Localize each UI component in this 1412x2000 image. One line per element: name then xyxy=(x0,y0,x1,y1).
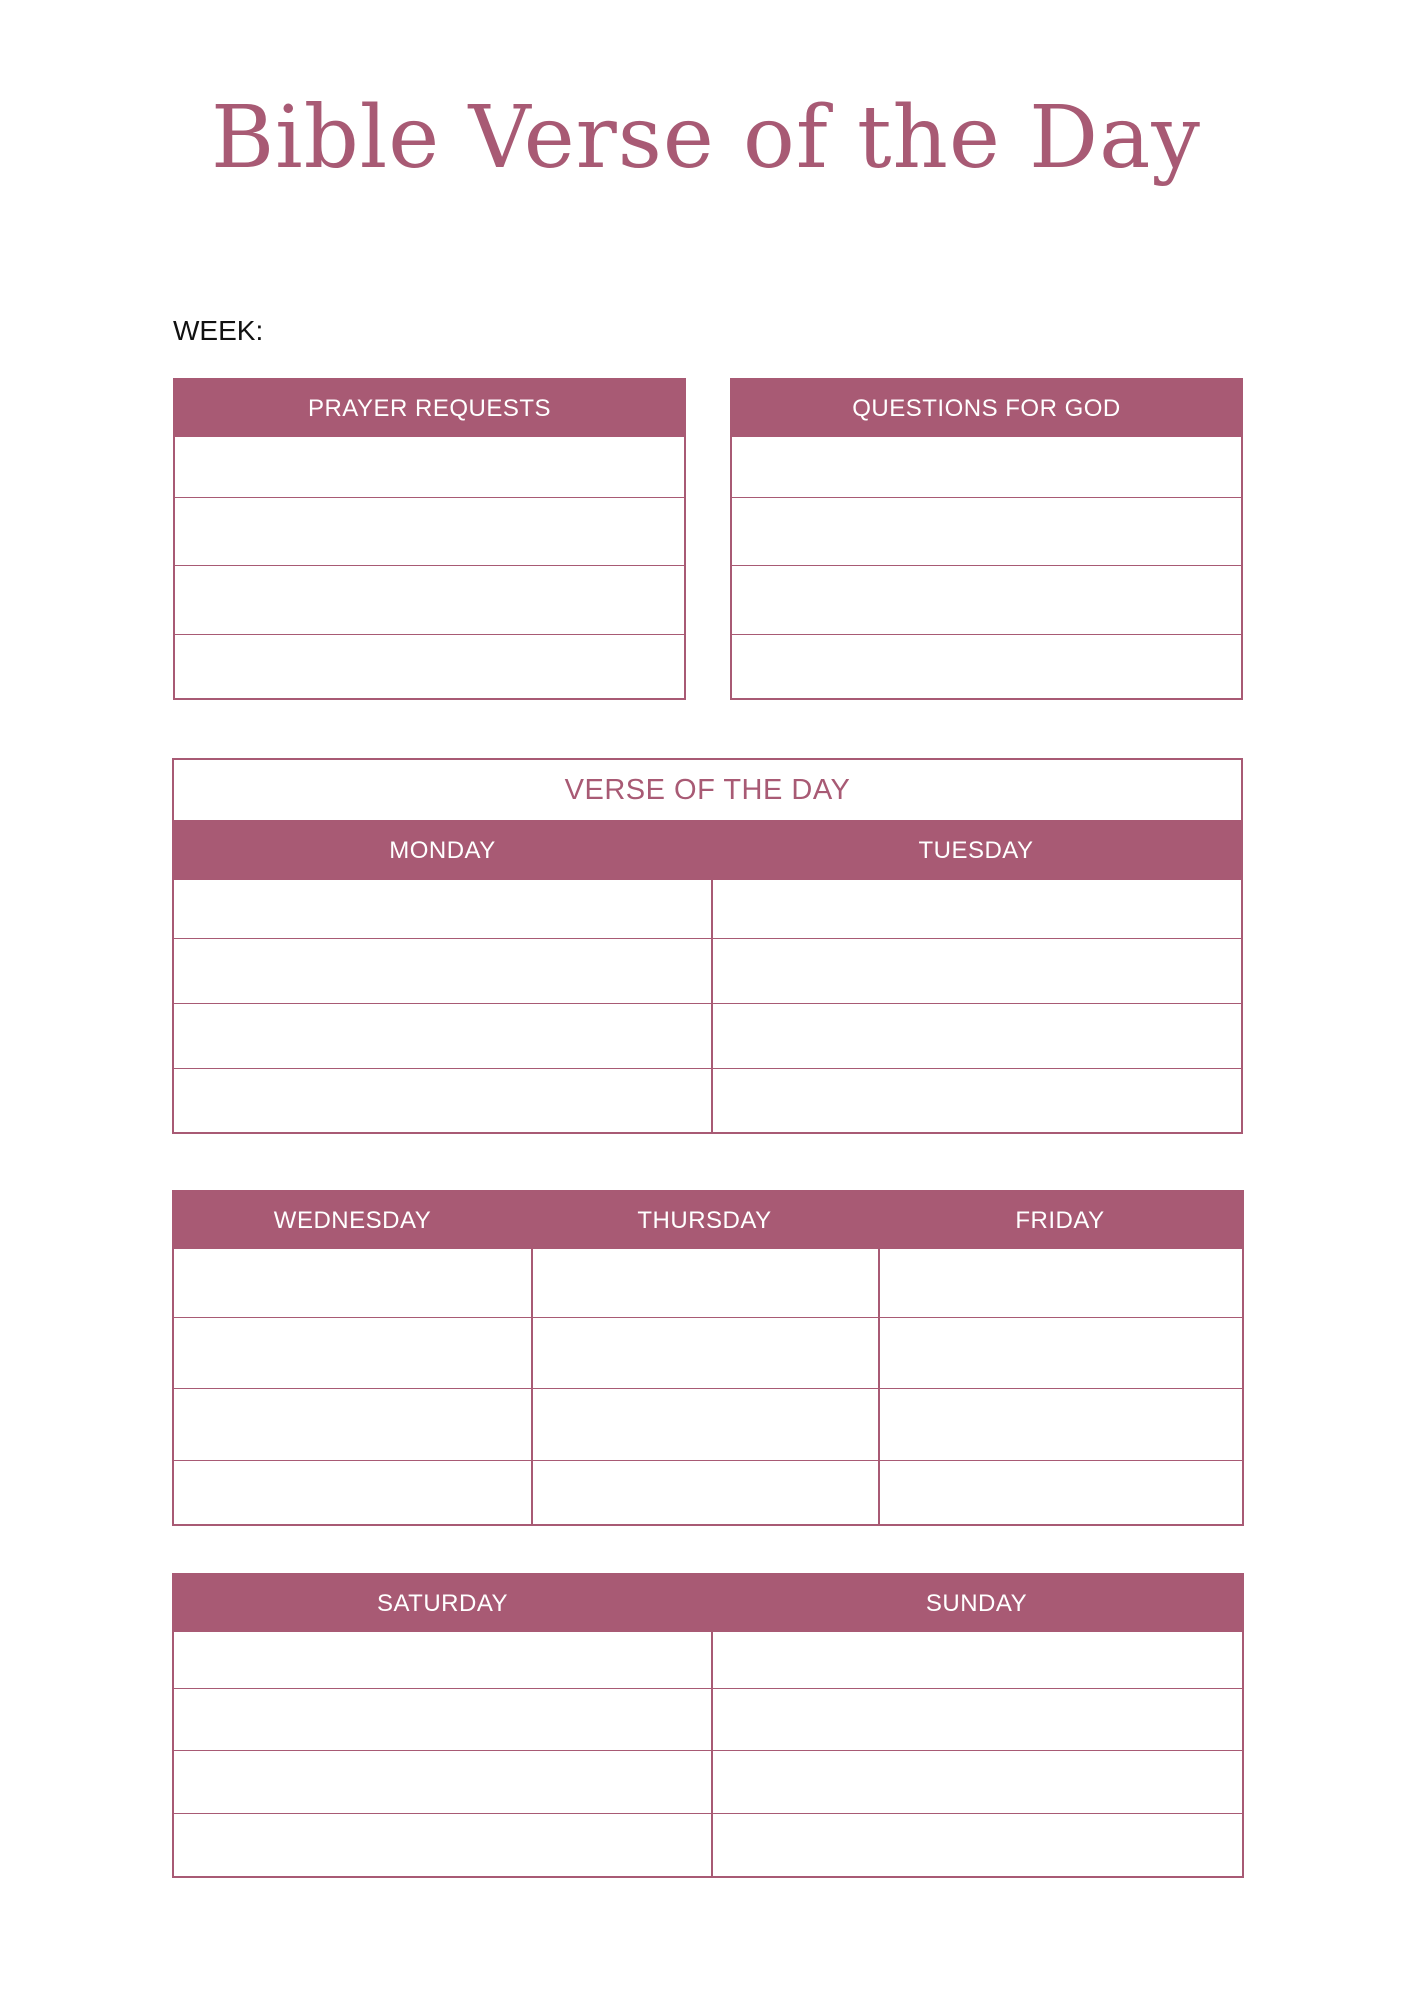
sunday-header: SUNDAY xyxy=(711,1575,1242,1632)
mon-tue-body xyxy=(174,880,1241,1132)
verse-of-the-day-box xyxy=(172,758,1243,1134)
saturday-row[interactable] xyxy=(174,1688,711,1750)
friday-row[interactable] xyxy=(880,1317,1242,1388)
thursday-column xyxy=(531,1249,878,1524)
questions-for-god-box xyxy=(730,378,1243,700)
prayer-row[interactable] xyxy=(175,565,684,634)
tuesday-row[interactable] xyxy=(713,880,1241,938)
saturday-column xyxy=(174,1632,711,1876)
week-label: WEEK: xyxy=(173,315,264,346)
sunday-row[interactable] xyxy=(713,1813,1242,1876)
verse-of-the-day-title: VERSE OF THE DAY xyxy=(174,760,1241,822)
sat-sun-body xyxy=(174,1632,1242,1876)
tuesday-row[interactable] xyxy=(713,938,1241,1003)
tuesday-column xyxy=(711,880,1241,1132)
sunday-row[interactable] xyxy=(713,1632,1242,1688)
saturday-row[interactable] xyxy=(174,1813,711,1876)
prayer-row[interactable] xyxy=(175,634,684,698)
monday-row[interactable] xyxy=(174,880,711,938)
sat-sun-header xyxy=(174,1575,1242,1632)
sunday-row[interactable] xyxy=(713,1750,1242,1813)
tuesday-row[interactable] xyxy=(713,1068,1241,1132)
wed-thu-fri-box xyxy=(172,1190,1244,1526)
wednesday-row[interactable] xyxy=(174,1460,531,1524)
monday-row[interactable] xyxy=(174,1003,711,1068)
question-row[interactable] xyxy=(732,437,1241,497)
saturday-header: SATURDAY xyxy=(174,1575,711,1632)
prayer-requests-box xyxy=(173,378,686,700)
saturday-row[interactable] xyxy=(174,1750,711,1813)
wednesday-row[interactable] xyxy=(174,1317,531,1388)
saturday-row[interactable] xyxy=(174,1632,711,1688)
prayer-row[interactable] xyxy=(175,497,684,565)
thursday-header: THURSDAY xyxy=(531,1192,878,1249)
friday-header: FRIDAY xyxy=(878,1192,1242,1249)
thursday-row[interactable] xyxy=(533,1317,878,1388)
thursday-row[interactable] xyxy=(533,1460,878,1524)
friday-row[interactable] xyxy=(880,1388,1242,1460)
prayer-row[interactable] xyxy=(175,437,684,497)
page-title: Bible Verse of the Day xyxy=(210,88,1201,188)
prayer-requests-header: PRAYER REQUESTS xyxy=(175,380,684,437)
sat-sun-box xyxy=(172,1573,1244,1878)
sunday-column xyxy=(711,1632,1242,1876)
question-row[interactable] xyxy=(732,634,1241,698)
question-row[interactable] xyxy=(732,497,1241,565)
tuesday-header: TUESDAY xyxy=(711,822,1241,880)
wednesday-column xyxy=(174,1249,531,1524)
wednesday-header: WEDNESDAY xyxy=(174,1192,531,1249)
mon-tue-header xyxy=(174,822,1241,880)
friday-row[interactable] xyxy=(880,1249,1242,1317)
friday-row[interactable] xyxy=(880,1460,1242,1524)
thursday-row[interactable] xyxy=(533,1388,878,1460)
monday-column xyxy=(174,880,711,1132)
thursday-row[interactable] xyxy=(533,1249,878,1317)
sunday-row[interactable] xyxy=(713,1688,1242,1750)
question-row[interactable] xyxy=(732,565,1241,634)
monday-header: MONDAY xyxy=(174,822,711,880)
monday-row[interactable] xyxy=(174,938,711,1003)
wednesday-row[interactable] xyxy=(174,1388,531,1460)
tuesday-row[interactable] xyxy=(713,1003,1241,1068)
wednesday-row[interactable] xyxy=(174,1249,531,1317)
friday-column xyxy=(878,1249,1242,1524)
wed-thu-fri-body xyxy=(174,1249,1242,1524)
wed-thu-fri-header xyxy=(174,1192,1242,1249)
monday-row[interactable] xyxy=(174,1068,711,1132)
questions-header: QUESTIONS FOR GOD xyxy=(732,380,1241,437)
